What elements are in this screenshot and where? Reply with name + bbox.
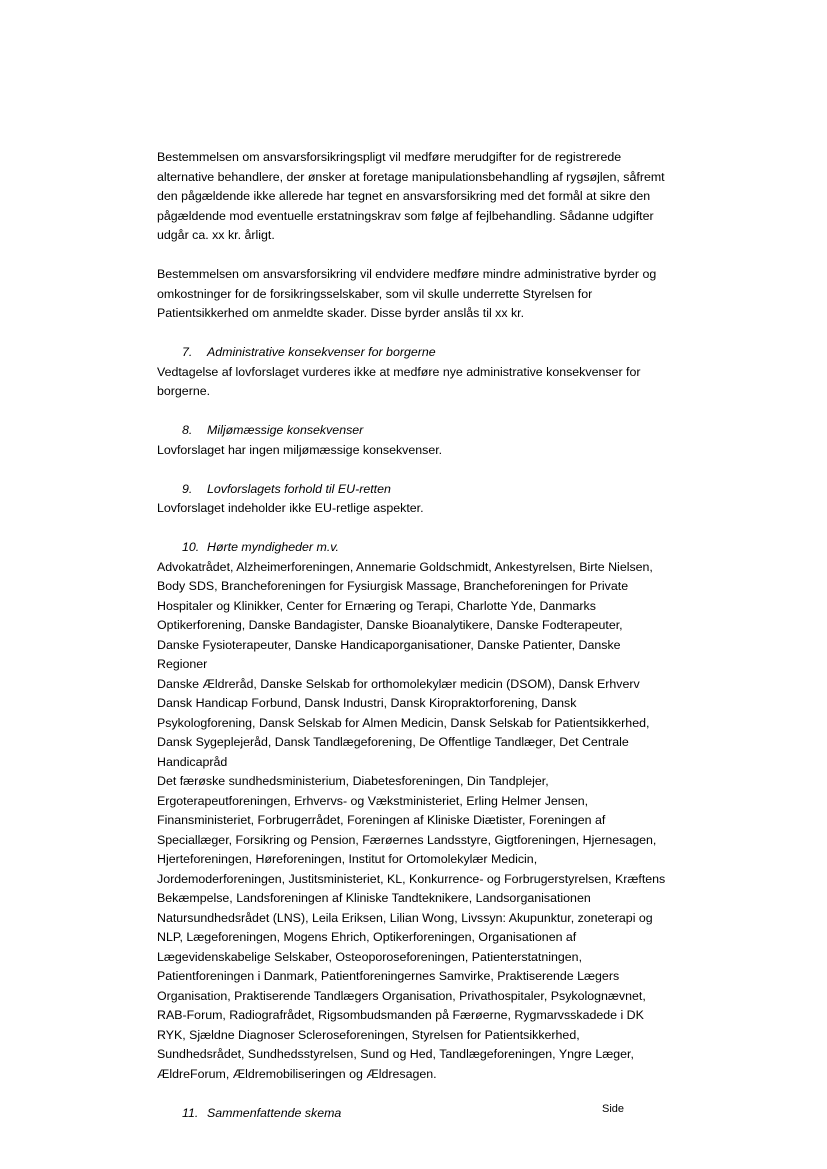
section-title: Hørte myndigheder m.v. — [207, 540, 339, 554]
paragraph-gap — [157, 519, 667, 539]
paragraph-gap — [157, 1084, 667, 1104]
paragraph-insurance-costs: Bestemmelsen om ansvarsforsikringspligt vil medføre merudgifter for de registrerede alternative behandlere, der ønsker at foretage manipulationsbehandling af rygsøjlen, såfremt den pågældende ikke allerede har tegnet en ansvarsforsikring med det formål at sikre den pågældende mod eventuelle erstatningskrav som følge af fejlbehandling. Sådanne udgifter udgår ca. xx kr. årligt. — [157, 150, 665, 242]
section-heading-11 — [157, 1104, 667, 1124]
section-title: Sammenfattende skema — [207, 1105, 342, 1120]
paragraph-gap — [157, 402, 667, 422]
paragraph-gap — [157, 324, 667, 344]
section-heading-7 — [157, 343, 667, 363]
section-heading-8 — [157, 421, 667, 441]
document-body — [157, 148, 667, 1123]
section-heading-10 — [157, 538, 667, 558]
section-title: Miljømæssige konsekvenser — [207, 423, 364, 437]
section-number: 10. — [182, 540, 200, 554]
section-title: Lovforslagets forhold til EU-retten — [207, 481, 391, 496]
section-number: 11. — [182, 1105, 199, 1120]
consulted-parties-part-3: Det færøske sundhedsministerium, Diabetesforeningen, Din Tandplejer, Ergoterapeutforeningen, Erhvervs- og Vækstministeriet, Erling Helmer Jensen, Finansministeriet, Forbrugerrådet, Foreningen af Kliniske Diætister, Foreningen af Speciallæger, Forsikring og Pension, Færøernes Landsstyre, Gigtforeningen, Hjernesagen, Hjerteforeningen, Høreforeningen, Institut for Ortomolekylær Medicin, Jordemoderforeningen, Justitsministeriet, KL, Konkurrence- og Forbrugerstyrelsen, Kræftens Bekæmpelse, Landsforeningen af Kliniske Tandteknikere, Landsorganisationen Natursundhedsrådet (LNS), Leila Eriksen, Lilian Wong, Livssyn: Akupunktur, zoneterapi og NLP, Lægeforeningen, Mogens Ehrich, Optikerforeningen, Organisationen af Lægevidenskabelige Selskaber, Osteoporoseforeningen, Patienterstatningen, Patientforeningen i Danmark, Patientforeningernes Samvirke, Praktiserende Lægers Organisation, Praktiserende Tandlægers Organisation, Privathospitaler, Psykolognævnet, RAB-Forum, Radiografrådet, Rigsombudsmanden på Færøerne, Rygmarvsskadede i DK RYK, Sjældne Diagnoser Scleroseforeningen, Styrelsen for Patientsikkerhed, Sundhedsrådet, Sundhedsstyrelsen, Sund og Hed, Tandlægeforeningen, Yngre Læger, ÆldreForum, Ældremobiliseringen og Ældresagen. — [157, 774, 666, 1081]
section-title: Administrative konsekvenser for borgerne — [207, 345, 436, 359]
page-footer-side-label: Side — [602, 1103, 625, 1115]
consulted-parties-part-2: Danske Ældreråd, Danske Selskab for orthomolekylær medicin (DSOM), Dansk Erhverv Dansk Handicap Forbund, Dansk Industri, Dansk Kiropraktorforening, Dansk Psykologforening, Dansk Selskab for Almen Medicin, Dansk Selskab for Patientsikkerhed, Dansk Sygeplejeråd, Dansk Tandlægeforening, De Offentlige Tandlæger, Det Centrale Handicapråd — [157, 676, 650, 769]
consulted-parties-part-1: Advokatrådet, Alzheimerforeningen, Annemarie Goldschmidt, Ankestyrelsen, Birte Nielsen, Body SDS, Brancheforeningen for Fysiurgisk Massage, Brancheforeningen for Private Hospitaler og Klinikker, Center for Ernæring og Terapi, Charlotte Yde, Danmarks Optikerforening, Danske Bandagister, Danske Bioanalytikere, Danske Fodterapeuter, Danske Fysioterapeuter, Danske Handicaporganisationer, Danske Patienter, Danske Regioner — [157, 559, 653, 671]
section-body-8: Lovforslaget har ingen miljømæssige konsekvenser. — [157, 442, 443, 457]
paragraph-gap — [157, 460, 667, 480]
paragraph-gap — [157, 246, 667, 266]
section-heading-9 — [157, 480, 667, 500]
section-body-7: Vedtagelse af lovforslaget vurderes ikke at medføre nye administrative konsekvenser for borgerne. — [157, 364, 641, 398]
section-number: 7. — [182, 345, 193, 359]
section-body-9: Lovforslaget indeholder ikke EU-retlige aspekter. — [157, 501, 424, 515]
section-number: 9. — [182, 481, 193, 496]
paragraph-administrative-burdens: Bestemmelsen om ansvarsforsikring vil endvidere medføre mindre administrative byrder og omkostninger for de forsikringsselskaber, som vil skulle underrette Styrelsen for Patientsikkerhed om anmeldte skader. Disse byrder anslås til xx kr. — [157, 267, 657, 320]
section-number: 8. — [182, 423, 193, 437]
